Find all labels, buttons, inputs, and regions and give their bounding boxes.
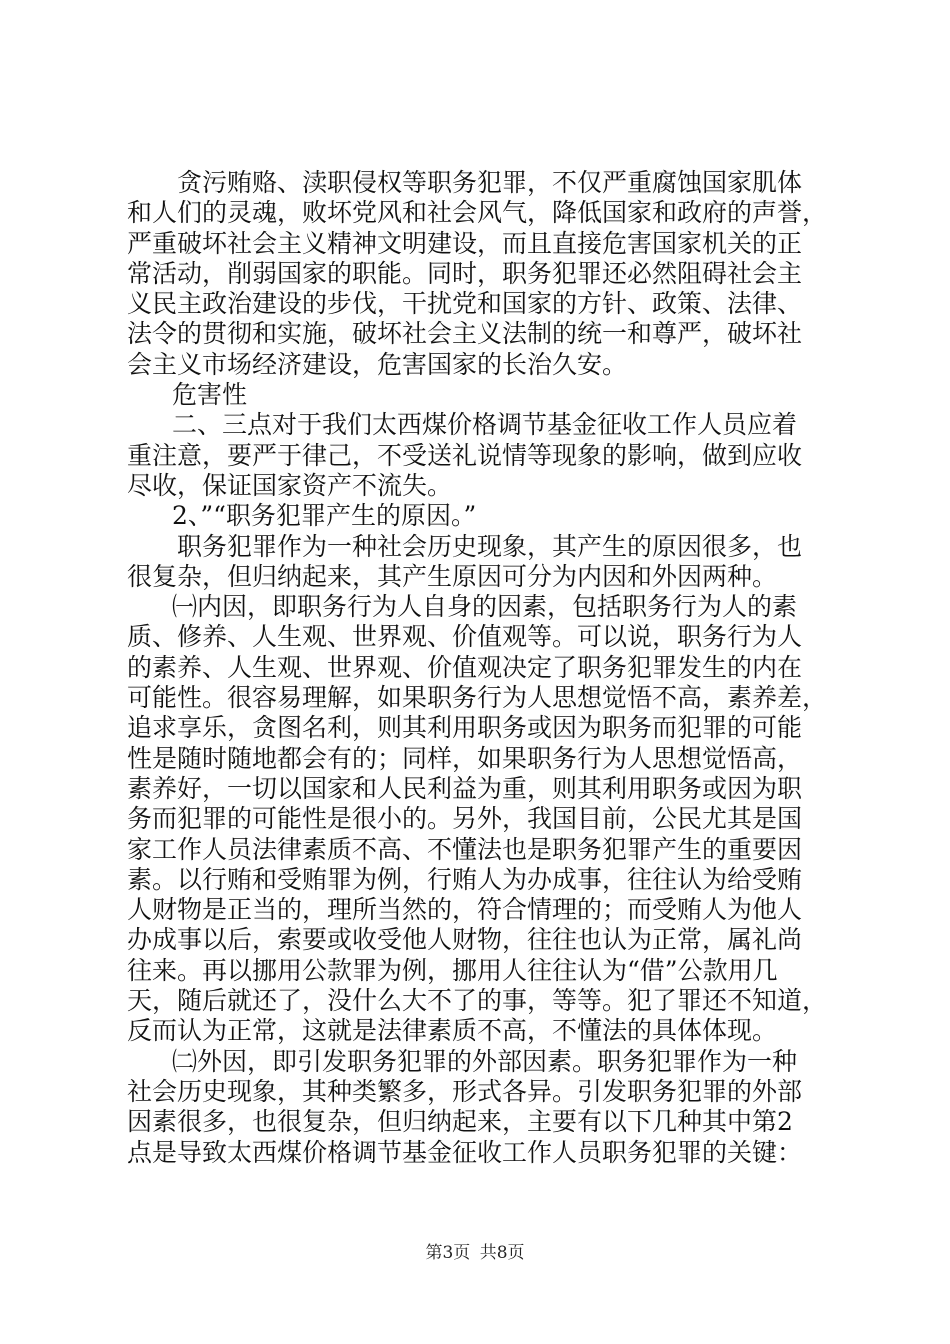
text-line: 人财物是正当的，理所当然的，符合情理的；而受贿人为他人 — [127, 895, 803, 925]
text-line: 职务犯罪作为一种社会历史现象，其产生的原因很多，也 — [177, 531, 803, 561]
text-line: 会主义市场经济建设，危害国家的长治久安。 — [127, 349, 628, 379]
text-line: 反而认为正常，这就是法律素质不高，不懂法的具体体现。 — [127, 1016, 778, 1046]
page-total: 共8页 — [479, 1243, 525, 1263]
text-line: 质、修养、人生观、世界观、价值观等。可以说，职务行为人 — [127, 622, 803, 652]
text-line: 危害性 — [172, 380, 248, 410]
text-line: 严重破坏社会主义精神文明建设，而且直接危害国家机关的正 — [127, 228, 803, 258]
text-line: 天，随后就还了，没什么大不了的事，等等。犯了罪还不知道， — [127, 986, 828, 1016]
text-line: 义民主政治建设的步伐，干扰党和国家的方针、政策、法律、 — [127, 289, 803, 319]
page-number: 第3页 — [425, 1243, 471, 1263]
text-line: 贪污贿赂、渎职侵权等职务犯罪，不仅严重腐蚀国家肌体 — [177, 168, 803, 197]
text-line: 二、三点对于我们太西煤价格调节基金征收工作人员应着 — [172, 410, 798, 440]
text-line: 尽收，保证国家资产不流失。 — [127, 470, 453, 500]
text-line: 点是导致太西煤价格调节基金征收工作人员职务犯罪的关键： — [127, 1137, 803, 1167]
text-line: 务而犯罪的可能性是很小的。另外，我国目前，公民尤其是国 — [127, 804, 803, 834]
text-line: 可能性。很容易理解，如果职务行为人思想觉悟不高，素养差， — [127, 683, 828, 713]
text-line: 追求享乐，贪图名利，则其利用职务或因为职务而犯罪的可能 — [127, 713, 803, 743]
text-line: 社会历史现象，其种类繁多，形式各异。引发职务犯罪的外部 — [127, 1076, 803, 1106]
text-line: 和人们的灵魂，败坏党风和社会风气，降低国家和政府的声誉， — [127, 198, 828, 228]
text-line: 往来。再以挪用公款罪为例，挪用人往往认为“借”公款用几 — [127, 955, 778, 985]
text-line: 2、”“职务犯罪产生的原因。” — [172, 501, 477, 531]
document-body — [127, 168, 827, 1168]
text-line: 办成事以后，索要或收受他人财物，往往也认为正常，属礼尚 — [127, 925, 803, 955]
text-line: 重注意，要严于律己，不受送礼说情等现象的影响，做到应收 — [127, 440, 803, 470]
text-line: 很复杂，但归纳起来，其产生原因可分为内因和外因两种。 — [127, 561, 778, 591]
text-line: ㈠内因，即职务行为人自身的因素，包括职务行为人的素 — [172, 592, 798, 622]
text-line: 性是随时随地都会有的；同样，如果职务行为人思想觉悟高， — [127, 743, 803, 773]
text-line: 常活动，削弱国家的职能。同时，职务犯罪还必然阻碍社会主 — [127, 258, 803, 288]
text-line: 家工作人员法律素质不高、不懂法也是职务犯罪产生的重要因 — [127, 834, 803, 864]
page-footer — [0, 1242, 950, 1264]
text-line: 的素养、人生观、世界观、价值观决定了职务犯罪发生的内在 — [127, 652, 803, 682]
text-line: 法令的贯彻和实施，破坏社会主义法制的统一和尊严，破坏社 — [127, 319, 803, 349]
text-line: 素。以行贿和受贿罪为例，行贿人为办成事，往往认为给受贿 — [127, 864, 803, 894]
text-line: 素养好，一切以国家和人民利益为重，则其利用职务或因为职 — [127, 773, 803, 803]
text-line: ㈡外因，即引发职务犯罪的外部因素。职务犯罪作为一种 — [172, 1046, 798, 1076]
text-line: 因素很多，也很复杂，但归纳起来，主要有以下几种其中第2 — [127, 1107, 793, 1137]
